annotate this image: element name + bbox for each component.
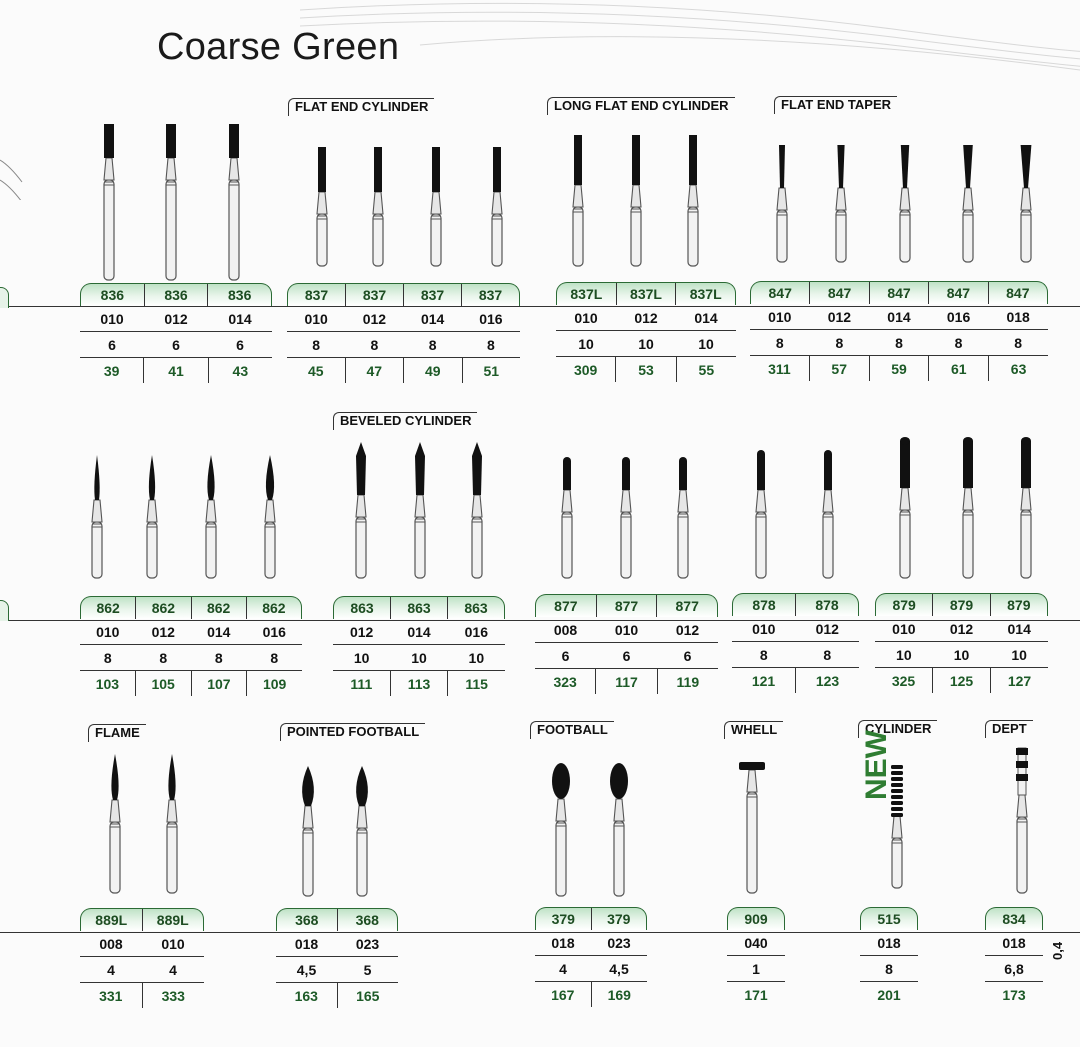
bur-size-cell: 014 [207,623,231,640]
bur-length-cell: 6 [683,647,692,664]
bur-round-icon [823,450,833,578]
bur-page-cell: 51 [462,358,521,383]
bur-cyl-icon [573,135,583,266]
bur-page-cell: 167 [551,986,575,1003]
bur-code-cell: 847 [928,282,987,304]
bur-size-cell: 010 [100,310,124,327]
bur-page-cell: 53 [615,357,675,382]
bur-page-cell: 201 [877,986,901,1003]
bur-round-icon [562,457,572,578]
bur-page-cell: 55 [676,357,736,382]
bur-code-row [860,907,918,930]
bur-size-row [535,930,647,956]
bur-taper-icon [900,145,910,262]
bur-size-cell: 018 [1002,934,1026,951]
bur-bevel-icon [472,442,482,578]
bur-round-icon [756,450,766,578]
bur-page-row [80,358,272,383]
bur-cyl-icon [373,147,383,266]
bur-length-cell: 6,8 [1004,960,1024,977]
bur-flame-icon [167,754,177,893]
bur-table-889L [80,908,204,1008]
bur-size-cell: 012 [675,621,700,638]
bur-pointed-icon [302,766,314,896]
bur-length-row [860,956,918,982]
bur-length-cell: 6 [172,336,180,353]
bur-length-cell: 10 [1011,646,1027,663]
page-title: Coarse Green [157,26,400,68]
bur-code-cell: 368 [295,912,319,928]
bur-length-cell: 8 [312,336,321,353]
bur-length-cell: 8 [370,336,379,353]
bur-length-row [556,331,736,357]
bur-table-834 [985,907,1043,1007]
bur-length-cell: 4,5 [609,960,629,977]
bur-code-row [80,596,302,619]
bur-page-cell: 123 [795,668,859,693]
bur-code-cell: 879 [990,594,1047,616]
bur-code-cell: 834 [1002,911,1026,927]
bur-size-cell: 014 [694,309,718,326]
bur-size-cell: 018 [877,934,901,951]
bur-length-cell: 8 [823,646,832,663]
bur-size-cell: 012 [827,308,852,325]
bur-length-cell: 10 [638,335,654,352]
bur-size-cell: 012 [151,623,175,640]
bur-size-cell: 014 [887,308,911,325]
previous-page-tab [0,287,9,308]
bur-bevel-icon [356,442,366,578]
bur-code-cell: 847 [809,282,868,304]
bur-page-cell: 333 [142,983,205,1008]
bur-size-cell: 010 [768,308,792,325]
bur-size-row [556,305,736,331]
bur-length-cell: 5 [363,961,372,978]
bur-page-cell: 39 [103,362,120,379]
bur-taper-icon [777,145,787,262]
bur-code-row [287,283,520,306]
bur-size-cell: 023 [355,935,380,952]
bur-size-row [727,930,785,956]
bur-length-cell: 1 [752,960,760,977]
bur-page-row [287,358,520,383]
bur-code-cell: 837L [570,286,603,302]
bur-code-row [80,283,272,306]
bur-length-row [535,643,718,669]
bur-ball-icon [552,763,570,896]
bur-cyl-icon [104,124,114,280]
bur-size-cell: 010 [304,310,328,327]
bur-code-cell: 877 [554,598,578,614]
bur-table-878 [732,593,859,693]
bur-page-row [80,671,302,696]
bur-code-cell: 837L [675,283,735,305]
bur-page-cell: 171 [744,986,768,1003]
bur-code-row [276,908,398,931]
bur-page-cell: 59 [869,356,929,381]
bur-code-cell: 878 [752,597,776,613]
bur-code-cell: 379 [591,908,647,930]
bur-code-cell: 878 [795,594,858,616]
bur-cyl-icon [431,147,441,266]
bur-page-row [985,982,1043,1007]
bur-length-cell: 10 [578,335,594,352]
bur-length-cell: 10 [953,646,970,663]
bur-length-cell: 6 [561,647,570,664]
bur-code-cell: 836 [207,284,271,306]
bur-length-row [287,332,520,358]
bur-code-cell: 837 [304,287,329,303]
bur-page-cell: 49 [403,358,462,383]
bur-taper-icon [836,145,846,262]
bur-page-cell: 111 [350,675,373,692]
bur-size-row [535,617,718,643]
category-label-cylinder: CYLINDER [858,720,937,738]
bur-page-row [535,982,647,1007]
bur-page-cell: 117 [595,669,656,694]
bur-round-icon [1021,437,1031,578]
bur-page-cell: 105 [135,671,191,696]
bur-page-cell: 57 [809,356,869,381]
bur-code-cell: 379 [551,911,575,927]
bur-round-icon [678,457,688,578]
bur-page-cell: 325 [891,672,916,689]
bur-size-row [287,306,520,332]
bur-page-cell: 311 [768,360,791,377]
bur-size-cell: 008 [553,621,578,638]
bur-size-cell: 018 [294,935,319,952]
bur-length-cell: 6 [236,336,244,353]
bur-size-cell: 040 [744,934,768,951]
bur-table-368 [276,908,398,1008]
bur-page-row [860,982,918,1007]
bur-code-cell: 862 [135,597,190,619]
bur-cyl-icon [229,124,239,280]
bur-page-row [333,671,505,696]
bur-code-cell: 862 [191,597,246,619]
category-label-whell: WHELL [724,721,783,739]
bur-size-cell: 008 [99,935,123,952]
bur-length-row [276,957,398,983]
bur-round-icon [900,437,910,578]
bur-page-cell: 113 [390,671,448,696]
bur-length-row [535,956,647,982]
bur-size-cell: 010 [752,620,776,637]
bur-size-row [985,930,1043,956]
bur-size-cell: 012 [362,310,387,327]
bur-code-cell: 909 [744,911,768,927]
bur-code-row [556,282,736,305]
bur-page-cell: 115 [447,671,505,696]
bur-code-row [535,594,718,617]
bur-table-909 [727,907,785,1007]
bur-page-cell: 331 [99,987,123,1004]
bur-code-cell: 847 [768,285,792,301]
bur-size-cell: 012 [634,309,658,326]
bur-table-847 [750,281,1048,381]
bur-code-row [875,593,1048,616]
bur-length-cell: 8 [270,649,279,666]
bur-page-cell: 43 [208,358,272,383]
bur-size-cell: 016 [479,310,503,327]
bur-size-cell: 014 [1007,620,1031,637]
bur-length-cell: 10 [411,649,427,666]
bur-length-row [750,330,1048,356]
bur-table-837L [556,282,736,382]
bur-code-row [750,281,1048,304]
bur-length-cell: 8 [895,334,903,351]
bur-page-cell: 125 [932,668,990,693]
bur-page-row [875,668,1048,693]
bur-page-cell: 169 [591,982,648,1007]
bur-size-cell: 014 [420,310,445,327]
bur-size-cell: 012 [349,623,374,640]
bur-code-row [732,593,859,616]
bur-size-cell: 016 [262,623,286,640]
bur-page-row [80,983,204,1008]
bur-length-cell: 4 [107,961,115,978]
bur-page-cell: 165 [337,983,399,1008]
bur-size-row [80,306,272,332]
bur-code-cell: 863 [447,597,504,619]
bur-length-cell: 10 [353,649,370,666]
bur-length-cell: 8 [159,649,168,666]
bur-length-cell: 4 [169,961,177,978]
new-badge: NEW [860,730,893,800]
bur-length-row [333,645,505,671]
bur-code-cell: 847 [988,282,1047,304]
bur-length-cell: 8 [885,960,893,977]
bur-size-row [860,930,918,956]
category-label-flat-end-cylinder: FLAT END CYLINDER [288,98,434,116]
bur-code-cell: 879 [932,594,989,616]
bur-page-cell: 45 [307,362,324,379]
bur-page-cell: 127 [990,668,1048,693]
bur-wheel-icon [739,762,765,893]
bur-code-cell: 862 [246,597,301,619]
bur-size-cell: 016 [946,308,971,325]
bur-page-cell: 121 [751,672,776,689]
bur-code-cell: 889L [95,912,128,928]
bur-size-cell: 010 [574,309,598,326]
bur-page-row [276,983,398,1008]
side-dimension-label: 0,4 [1050,941,1065,960]
bur-code-cell: 889L [142,909,204,931]
previous-page-tab [0,600,9,621]
bur-size-cell: 010 [96,623,120,640]
bur-code-cell: 515 [877,911,901,927]
bur-length-cell: 6 [622,647,631,664]
bur-length-row [727,956,785,982]
bur-length-cell: 6 [108,336,116,353]
bur-cyl-icon [492,147,502,266]
bur-length-cell: 8 [775,334,784,351]
category-label-long-flat-end-cylinder: LONG FLAT END CYLINDER [547,97,735,115]
category-label-football: FOOTBALL [530,721,614,739]
bur-table-837 [287,283,520,383]
bur-size-row [80,619,302,645]
bur-length-cell: 10 [896,646,912,663]
bur-size-cell: 010 [892,620,916,637]
bur-size-cell: 012 [815,620,839,637]
bur-round-icon [621,457,631,578]
bur-length-cell: 8 [214,649,223,666]
bur-size-row [875,616,1048,642]
bur-code-cell: 847 [869,282,928,304]
bur-taper-icon [963,145,973,262]
bur-table-515 [860,907,918,1007]
bur-code-cell: 863 [350,600,374,616]
bur-flame-icon [206,455,216,578]
bur-size-row [333,619,505,645]
bur-code-cell: 862 [96,600,120,616]
bur-flame-icon [92,455,102,578]
category-label-flat-end-taper: FLAT END TAPER [774,96,897,114]
bur-size-cell: 018 [551,934,575,951]
category-label-dept: DEPT [985,720,1033,738]
bur-code-cell: 837L [616,283,676,305]
bur-size-cell: 012 [164,310,188,327]
bur-size-row [732,616,859,642]
bur-size-cell: 010 [614,621,639,638]
bur-table-863 [333,596,505,696]
bur-length-cell: 8 [428,336,437,353]
bur-round-icon [963,437,973,578]
bur-page-cell: 63 [988,356,1048,381]
bur-length-cell: 4 [559,960,567,977]
bur-table-862 [80,596,302,696]
bur-page-cell: 109 [246,671,302,696]
bur-page-cell: 103 [95,675,120,692]
bur-size-cell: 018 [1006,308,1030,325]
bur-code-cell: 879 [892,597,916,613]
bur-table-879 [875,593,1048,693]
bur-table-379 [535,907,647,1007]
bur-length-cell: 8 [1014,334,1023,351]
bur-length-cell: 8 [103,649,112,666]
bur-code-cell: 837 [403,284,461,306]
bur-code-cell: 877 [596,595,657,617]
bur-pointed-icon [356,766,368,896]
bur-code-row [535,907,647,930]
bur-page-row [535,669,718,694]
bur-code-row [985,907,1043,930]
bur-cyl-icon [631,135,641,266]
bur-size-cell: 010 [161,935,185,952]
bur-flame-icon [147,455,157,578]
bur-size-row [80,931,204,957]
bur-size-cell: 012 [949,620,974,637]
bur-size-cell: 023 [607,934,631,951]
bur-code-cell: 368 [337,909,398,931]
bur-size-cell: 016 [464,623,488,640]
bur-code-row [727,907,785,930]
bur-length-row [985,956,1043,982]
bur-page-cell: 107 [191,671,247,696]
bur-code-row [80,908,204,931]
bur-cyl-icon [166,124,176,280]
bur-size-row [276,931,398,957]
bur-length-cell: 8 [486,336,495,353]
bur-page-row [732,668,859,693]
bur-code-cell: 837 [345,284,403,306]
bur-length-cell: 10 [468,649,485,666]
bur-page-cell: 323 [553,673,577,690]
bur-page-row [727,982,785,1007]
bur-code-cell: 863 [390,597,447,619]
bur-code-cell: 836 [100,287,125,303]
bur-length-row [732,642,859,668]
bur-taper-icon [1021,145,1032,262]
bur-code-cell: 836 [144,284,208,306]
bur-page-row [750,356,1048,381]
category-label-flame: FLAME [88,724,146,742]
bur-bevel-icon [415,442,425,578]
bur-dept-icon [1016,748,1028,893]
bur-cyl-icon [317,147,327,266]
category-label-pointed-football: POINTED FOOTBALL [280,723,425,741]
bur-length-cell: 4,5 [296,961,317,978]
bur-length-row [80,957,204,983]
bur-size-cell: 014 [407,623,431,640]
bur-code-row [333,596,505,619]
bur-length-row [875,642,1048,668]
bur-length-row [80,332,272,358]
bur-page-cell: 163 [294,987,318,1004]
bur-size-cell: 014 [228,310,252,327]
bur-length-row [80,645,302,671]
bur-page-cell: 173 [1002,986,1026,1003]
bur-length-cell: 8 [835,334,844,351]
bur-cyl-icon [688,135,698,266]
bur-table-877 [535,594,718,694]
bur-ball-icon [610,763,628,896]
bur-page-cell: 47 [345,358,404,383]
category-label-beveled-cylinder: BEVELED CYLINDER [333,412,477,430]
bur-table-836 [80,283,272,383]
bur-page-row [556,357,736,382]
bur-length-cell: 8 [954,334,963,351]
bur-flame-icon [265,455,275,578]
bur-page-cell: 61 [928,356,988,381]
bur-size-row [750,304,1048,330]
bur-page-cell: 41 [143,358,207,383]
bur-page-cell: 309 [573,361,598,378]
bur-length-cell: 10 [698,335,714,352]
bur-code-cell: 837 [461,284,519,306]
bur-page-cell: 119 [657,669,718,694]
bur-length-cell: 8 [759,646,768,663]
bur-code-cell: 877 [656,595,717,617]
bur-flame-icon [110,754,120,893]
